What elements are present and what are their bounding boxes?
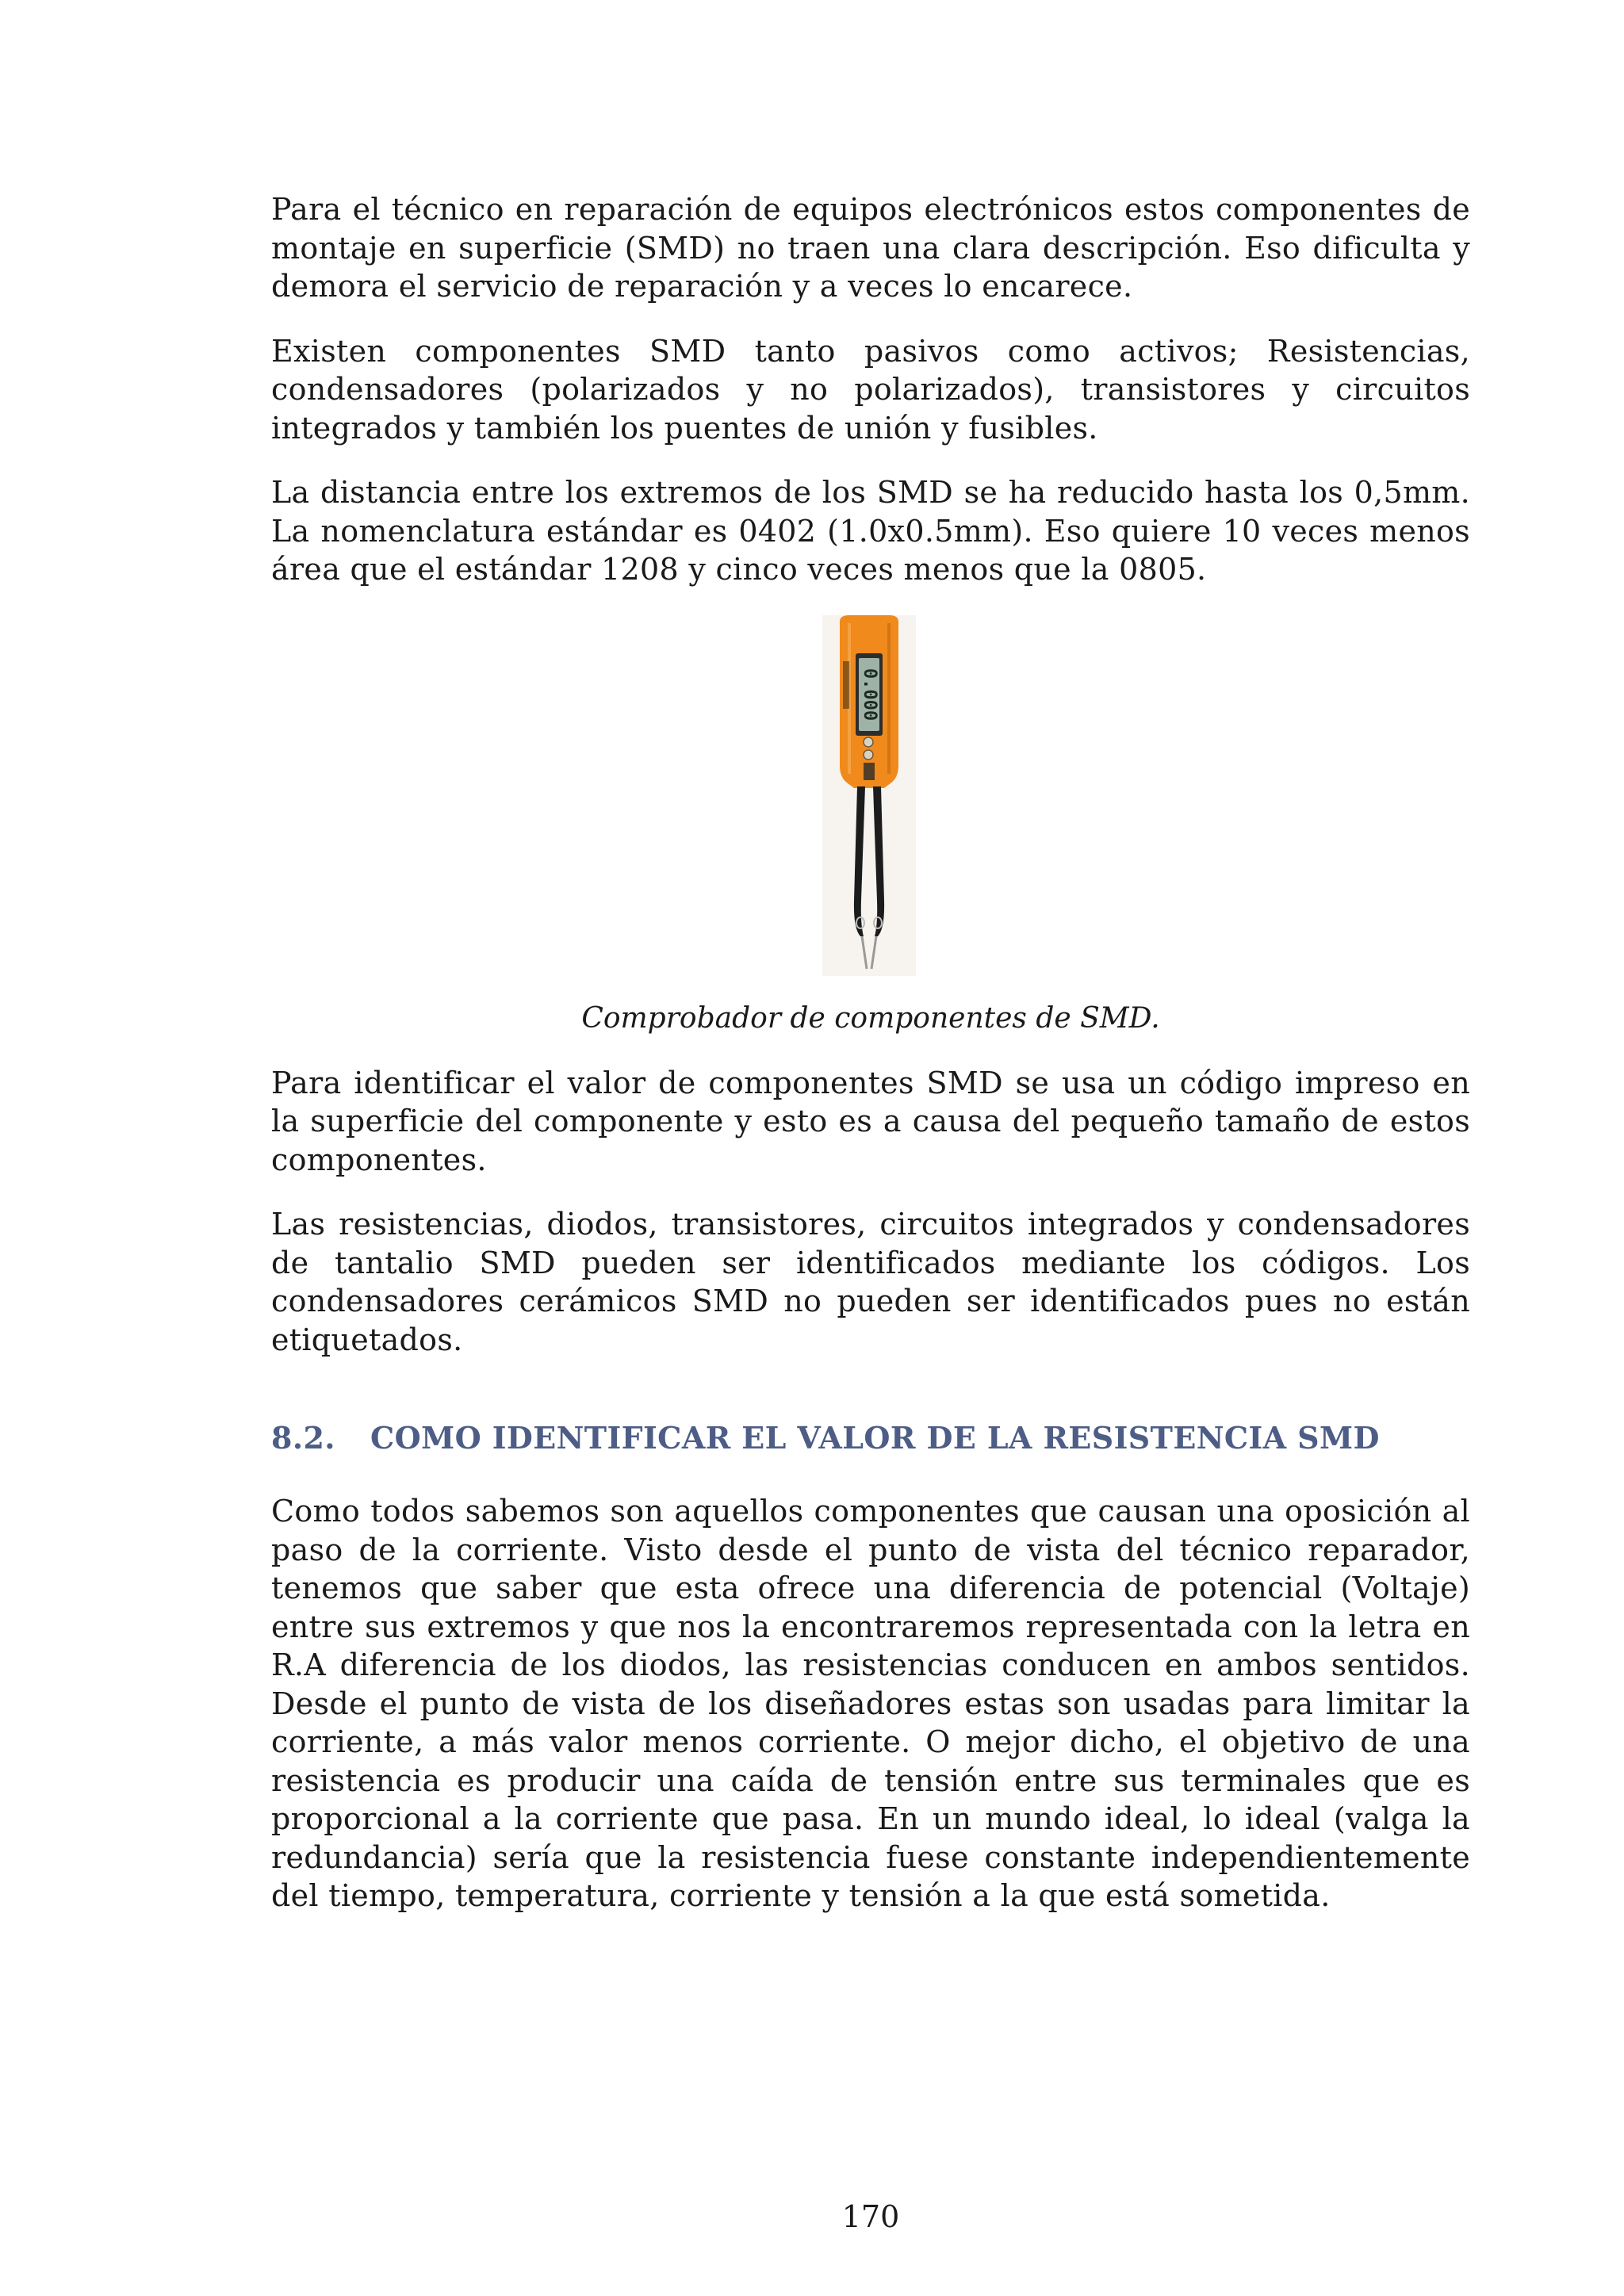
section-number: 8.2. bbox=[271, 1420, 335, 1456]
smd-tester-figure bbox=[271, 615, 1470, 976]
paragraph-smd-code: Para identificar el valor de componentes SMD se usa un código impreso en la superficie del componente y esto es a causa del pequeño tamaño de estos componentes. bbox=[271, 1065, 1470, 1177]
section-heading bbox=[271, 1419, 1470, 1457]
page-content bbox=[271, 190, 1470, 1942]
lcd-reading: 0.000 bbox=[860, 668, 879, 721]
paragraph-smd-distance: La distancia entre los extremos de los SMD se ha reducido hasta los 0,5mm. La nomenclatura estándar es 0402 (1.0x0.5mm). Eso quiere 10 veces menos área que el estándar 1208 y cinco veces menos que la 0805. bbox=[271, 475, 1470, 587]
figure-caption: Comprobador de componentes de SMD. bbox=[581, 1001, 1160, 1035]
button-icon bbox=[864, 750, 873, 760]
paragraph-resistance-description: Como todos sabemos son aquellos componentes que causan una oposición al paso de la corriente. Visto desde el punto de vista del técnico reparador, tenemos que saber que esta ofrece una diferencia de potencial (Voltaje) entre sus extremos y que nos la encontraremos representada con la letra en R.A diferencia de los diodos, las resistencias conducen en ambos sentidos. Desde el punto de vista de los diseñadores estas son usadas para limitar la corriente, a más valor menos corriente. O mejor dicho, el objetivo de una resistencia es producir una caída de tensión entre sus terminales que es proporcional a la corriente que pasa. En un mundo ideal, lo ideal (valga la redundancia) sería que la resistencia fuese constante independientemente del tiempo, temperatura, corriente y tensión a la que está sometida. bbox=[271, 1494, 1470, 1913]
paragraph-smd-types: Existen componentes SMD tanto pasivos como activos; Resistencias, condensadores (polarizados y no polarizados), transistores y circuitos integrados y también los puentes de unión y fusibles. bbox=[271, 333, 1470, 446]
page-number: 170 bbox=[841, 2199, 900, 2234]
button-icon bbox=[864, 737, 873, 747]
paragraph-smd-description: Para el técnico en reparación de equipos electrónicos estos componentes de montaje en superficie (SMD) no traen una clara descripción. Eso dificulta y demora el servicio de reparación y a veces lo encarece. bbox=[271, 192, 1470, 304]
paragraph-smd-identifiable: Las resistencias, diodos, transistores, circuitos integrados y condensadores de tantalio SMD pueden ser identificados mediante los códigos. Los condensadores cerámicos SMD no pueden ser identificados pues no están etiquetados. bbox=[271, 1207, 1470, 1357]
section-title: COMO IDENTIFICAR EL VALOR DE LA RESISTENCIA SMD bbox=[370, 1420, 1380, 1456]
smd-tester-image bbox=[822, 615, 916, 976]
